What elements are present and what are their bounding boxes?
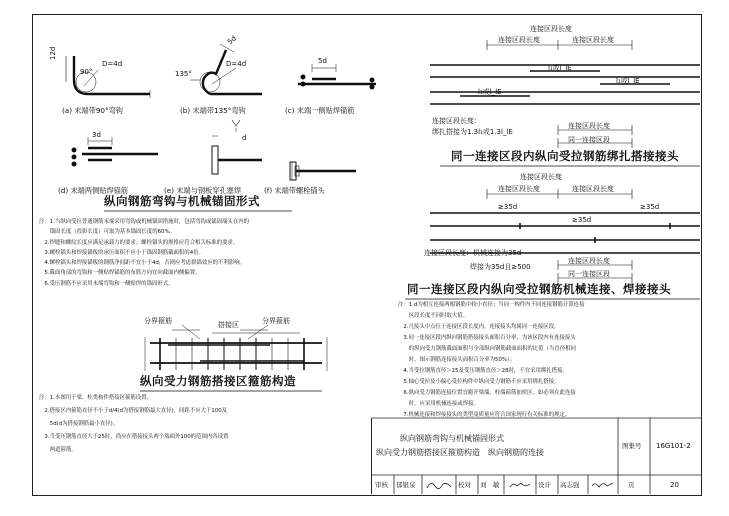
fig2-stirrup-drawing: [145, 325, 327, 371]
caption-a: (a) 末端带90°弯钩: [62, 106, 123, 115]
fig4-notes: [398, 300, 584, 421]
fig4-note: 注：1.d为相互连接两根钢筋中较小直径；当同一构件内不同连接钢筋计算连接: [398, 302, 585, 308]
fig3-note-2: 绑扎搭接为1.3l₁或1.3l_lE: [432, 128, 513, 136]
fig4-bracket: 连接区段长度: [568, 257, 610, 265]
name-design: 高志强: [560, 481, 580, 489]
fig1-note: 4.螺栓锚头和焊接锚板的钢筋净间距不宜小于4d，否则应考虑群锚效应的不利影响。: [39, 260, 246, 267]
fig1-note: 6.受压钢筋不应采用末端弯钩和一侧贴焊的锚固形式。: [39, 280, 174, 287]
fig4-note: 3.同一连接区段内纵向钢筋搭接接头面积百分率，为该区段内有连接接头: [398, 335, 576, 341]
bend-diameter-a: D=4d: [102, 60, 123, 68]
fig3-bracket: 连接区段长度: [568, 122, 610, 130]
fig2-notes: [39, 392, 228, 457]
name-check: 刘 敏: [480, 481, 500, 489]
fig2-note: 5d(d为搭接钢筋最小直径)。: [39, 421, 119, 427]
fig1-notes: [39, 217, 249, 289]
dim-5d-c: 5d: [318, 57, 327, 65]
caption-b: (b) 末端带135°弯钩: [180, 106, 246, 115]
fig2-label-left: 分界箍筋: [144, 317, 172, 325]
bend-diameter-b: D=4d: [226, 60, 247, 68]
angle-90: 90°: [80, 68, 93, 76]
atlas-number: 16G101-2: [656, 442, 691, 450]
title-block: [371, 418, 701, 494]
dim-d: d: [242, 134, 247, 142]
atlas-label: 图集号: [622, 442, 642, 450]
fig4-note: 时，应采用机械连接或焊接。: [398, 401, 479, 407]
fig1-note: 注：1.当纵向受拉普通钢筋末端采用弯钩或机械锚固措施时，包括弯钩或锚固端头在内的: [39, 219, 249, 225]
fig1-note: 锚固长度（投影长度）可取为基本锚固长度的60%。: [39, 229, 175, 236]
fig3-zone-b: 连接区段长度: [572, 36, 614, 44]
fig-e-plate-drawing: [212, 120, 262, 174]
fig1-note: 5.截面角部的弯钩和一侧贴焊锚筋的布筋方向宜向截面内侧偏置。: [39, 270, 201, 277]
fig1-note: 2.焊缝和螺纹长度应满足承载力的要求；螺栓锚头的规格应符合相关标准的要求。: [39, 239, 239, 246]
fig3-zone-a: 连接区段长度: [498, 36, 540, 44]
fig4-note: 6.纵向受力钢筋连接位置宜避开梁端、柱端箍筋加密区。如必须在此连接: [398, 390, 576, 396]
fig3-lap-b: l₁或l_lE: [548, 64, 572, 72]
fig4-note: 5.轴心受拉及小偏心受拉构件中纵向受力钢筋不应采用绑扎搭接。: [398, 379, 560, 385]
fig4-len-a: ≥35d: [498, 203, 518, 211]
fig2-title: 纵向受力钢筋搭接区箍筋构造: [140, 374, 296, 388]
fig4-note: 时，图示钢筋连接接头面积百分率为50%）。: [398, 357, 516, 363]
name-review: 郁银泉: [396, 481, 416, 489]
fig4-note-a: 连接区段长度：机械连接为35d: [424, 249, 522, 257]
fig4-note: 4.当受拉钢筋直径＞25及受压钢筋直径＞28时，不宜采用绑扎搭接。: [398, 368, 568, 374]
signature-design-mark: [590, 478, 616, 492]
fig4-note: 7.机械连接和焊接接头的类型及质量应符合国家现行有关标准的规定。: [398, 412, 571, 418]
fig3-lap-a: l₁或l_lE: [478, 88, 502, 96]
fig2-label-right: 分界箍筋: [262, 317, 290, 325]
caption-e: (e) 末端与钢板穿孔塞焊: [164, 186, 242, 195]
fig4-note: 区段长度不同时取大值。: [398, 313, 469, 319]
role-review: 审核: [375, 481, 388, 489]
fig2-note: 注：1.本图用于梁、柱类构件搭接区箍筋设置。: [39, 395, 152, 401]
fig4-len-c: ≥35d: [640, 203, 660, 211]
fig-d-weld-drawing: [72, 137, 158, 166]
role-check: 校对: [458, 481, 471, 489]
fig-f-bolt-drawing: [290, 162, 356, 180]
fig-c-weld-drawing: [298, 64, 376, 89]
fig2-note: 2.搭接区内箍筋直径不小于d/4(d为搭接钢筋最大直径)，间距不应大于100及: [39, 408, 228, 414]
fig2-label-mid: 搭接区: [218, 321, 239, 329]
dim-3d: 3d: [92, 131, 101, 139]
fig3-bracket-2: 同一连接区段: [568, 136, 610, 144]
fig3-lap-c: l₁或l_lE: [616, 77, 640, 85]
angle-135: 135°: [175, 70, 192, 78]
fig2-note: 3.当受压钢筋直径大于25时，尚应在搭接接头两个端面外100的范围内各设置: [39, 434, 229, 440]
dim-5d-b: 5d: [226, 34, 238, 47]
fig4-note: 2.凡接头中点位于连接区段长度内，连接接头均属同一连接区段。: [398, 324, 560, 330]
caption-c: (c) 末端一侧贴焊锚筋: [285, 106, 355, 115]
page-label: 页: [628, 481, 635, 489]
page-number: 20: [670, 481, 679, 489]
fig4-note: 的纵向受力钢筋截面面积与全部纵向钢筋截面面积的比值（当直径相同: [398, 346, 576, 352]
fig4-note-b: 焊接为35d且≥500: [470, 263, 531, 271]
fig4-bracket-2: 同一连接区段: [568, 270, 610, 278]
caption-f: (f) 末端带螺栓锚头: [264, 186, 325, 195]
role-design: 设计: [538, 481, 551, 489]
fig1-title: 纵向钢筋弯钩与机械锚固形式: [104, 194, 260, 208]
fig3-note-1: 连接区段长度：: [432, 117, 481, 125]
fig4-len-b: ≥35d: [572, 216, 592, 224]
fig3-zone-top: 连接区段长度: [530, 25, 572, 33]
signature-review-mark: [425, 478, 453, 492]
fig4-title: 同一连接区段内纵向受拉钢筋机械连接、焊接接头: [407, 282, 671, 296]
drawing-title-line1: 纵向钢筋弯钩与机械锚固形式: [400, 434, 504, 443]
fig2-note: 两道箍筋。: [39, 447, 77, 453]
caption-d: (d) 末端两侧贴焊锚筋: [58, 186, 128, 195]
fig4-zone-a: 连接区段长度: [498, 185, 540, 193]
dim-12d: 12d: [49, 46, 57, 60]
fig4-zone-b: 连接区段长度: [572, 185, 614, 193]
drawing-title-line2: 纵向受力钢筋搭接区箍筋构造 纵向钢筋的连接: [376, 448, 544, 457]
fig-b-hook-drawing: [190, 44, 262, 94]
fig4-zone-top: 连接区段长度: [520, 173, 562, 181]
fig3-title: 同一连接区段内纵向受拉钢筋绑扎搭接接头: [451, 149, 679, 163]
fig1-note: 3.螺栓锚头和焊接锚板的承压面积不应小于锚固钢筋截面积的4倍。: [39, 249, 204, 256]
signature-check-mark: [508, 478, 534, 492]
